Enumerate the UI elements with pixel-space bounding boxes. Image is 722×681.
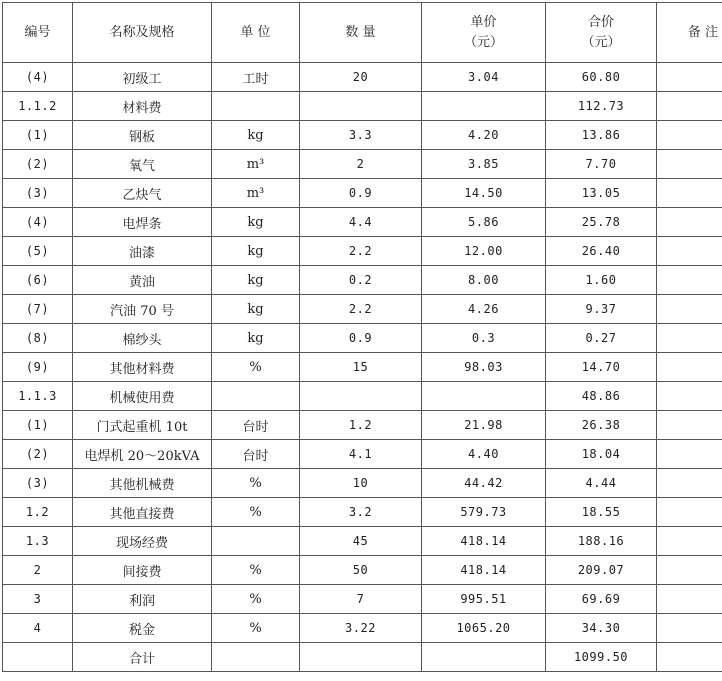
cell-quantity: 3.2 [300,498,422,527]
cell-total-price: 13.86 [546,121,657,150]
cell-unit-price: 44.42 [422,469,546,498]
cell-total-price: 69.69 [546,585,657,614]
cell-remarks [657,121,722,150]
cell-number: 1.3 [3,527,73,556]
cell-remarks [657,237,722,266]
cell-remarks [657,150,722,179]
table-body [3,63,722,672]
cell-total-price: 7.70 [546,150,657,179]
cell-unit-price: 12.00 [422,237,546,266]
cell-name-spec: 乙炔气 [73,179,212,208]
cell-quantity: 7 [300,585,422,614]
cell-total-price: 26.40 [546,237,657,266]
cell-total-price: 4.44 [546,469,657,498]
cell-total-price: 1099.50 [546,643,657,672]
table-row [3,353,722,382]
header-number: 编号 [3,3,73,63]
table-row [3,440,722,469]
cell-unit: % [212,498,300,527]
header-total-price-currency: （元） [581,34,621,50]
cell-unit: kg [212,121,300,150]
cell-number: 3 [3,585,73,614]
cell-number: 2 [3,556,73,585]
cell-unit: m³ [212,179,300,208]
cell-quantity: 3.3 [300,121,422,150]
cell-unit: kg [212,237,300,266]
cell-unit: kg [212,208,300,237]
cell-remarks [657,208,722,237]
cell-unit-price [422,382,546,411]
table-row [3,121,722,150]
cell-total-price: 112.73 [546,92,657,121]
cell-name-spec: 利润 [73,585,212,614]
cell-quantity: 1.2 [300,411,422,440]
cell-number: (1) [3,411,73,440]
cell-number: 1.1.3 [3,382,73,411]
cell-number: (4) [3,208,73,237]
header-unit-price-label: 单价 [470,14,497,30]
cell-unit: % [212,469,300,498]
cell-total-price: 26.38 [546,411,657,440]
cell-total-price: 0.27 [546,324,657,353]
cell-quantity: 4.4 [300,208,422,237]
cell-remarks [657,498,722,527]
cell-number: (1) [3,121,73,150]
header-total-price-label: 合价 [587,14,614,30]
cell-remarks [657,469,722,498]
cell-total-price: 14.70 [546,353,657,382]
cell-unit-price: 0.3 [422,324,546,353]
cell-name-spec: 氧气 [73,150,212,179]
cell-unit [212,643,300,672]
table-row [3,614,722,643]
table-row [3,295,722,324]
cell-unit: 台时 [212,440,300,469]
cell-name-spec: 材料费 [73,92,212,121]
header-unit: 单 位 [212,3,300,63]
table-row [3,643,722,672]
cell-remarks [657,643,722,672]
cell-quantity [300,643,422,672]
cell-number: (6) [3,266,73,295]
cell-unit: % [212,585,300,614]
cell-quantity [300,382,422,411]
cell-unit: % [212,556,300,585]
cell-quantity: 20 [300,63,422,92]
table-row [3,266,722,295]
cell-quantity: 0.9 [300,179,422,208]
cell-remarks [657,266,722,295]
table-row [3,324,722,353]
cost-table [2,2,722,672]
cell-name-spec: 合计 [73,643,212,672]
cell-unit: 工时 [212,63,300,92]
cell-total-price: 188.16 [546,527,657,556]
cell-total-price: 9.37 [546,295,657,324]
cell-number: 1.1.2 [3,92,73,121]
header-unit-price [422,3,546,63]
cell-quantity: 2.2 [300,295,422,324]
cell-unit: 台时 [212,411,300,440]
cell-name-spec: 其他机械费 [73,469,212,498]
cell-remarks [657,382,722,411]
cell-number: (9) [3,353,73,382]
cell-unit-price: 98.03 [422,353,546,382]
cell-name-spec: 其他直接费 [73,498,212,527]
cell-unit: kg [212,266,300,295]
cell-name-spec: 棉纱头 [73,324,212,353]
cell-remarks [657,556,722,585]
cell-number: (4) [3,63,73,92]
cell-number: 1.2 [3,498,73,527]
header-name-spec: 名称及规格 [73,3,212,63]
cell-name-spec: 间接费 [73,556,212,585]
table-row [3,411,722,440]
cell-unit [212,92,300,121]
cell-unit-price: 21.98 [422,411,546,440]
header-quantity: 数 量 [300,3,422,63]
cell-number: (3) [3,179,73,208]
cell-unit-price: 418.14 [422,527,546,556]
table-row [3,92,722,121]
header-remarks: 备 注 [657,3,722,63]
cell-name-spec: 初级工 [73,63,212,92]
table-row [3,527,722,556]
table-row [3,382,722,411]
cell-number: (3) [3,469,73,498]
cell-quantity [300,92,422,121]
table-row [3,208,722,237]
cell-unit-price [422,92,546,121]
cell-quantity: 4.1 [300,440,422,469]
cell-unit-price: 4.20 [422,121,546,150]
cell-unit [212,527,300,556]
table-row [3,498,722,527]
cell-total-price: 18.04 [546,440,657,469]
cell-unit-price: 14.50 [422,179,546,208]
cell-unit-price: 4.26 [422,295,546,324]
cell-total-price: 209.07 [546,556,657,585]
cell-name-spec: 机械使用费 [73,382,212,411]
cell-unit-price: 418.14 [422,556,546,585]
header-row [3,3,722,63]
cell-name-spec: 油漆 [73,237,212,266]
cell-unit-price: 3.85 [422,150,546,179]
cell-number: (8) [3,324,73,353]
cell-remarks [657,614,722,643]
cell-unit-price: 3.04 [422,63,546,92]
cell-remarks [657,179,722,208]
cell-number [3,643,73,672]
table-row [3,237,722,266]
cell-remarks [657,585,722,614]
table-row [3,469,722,498]
cell-quantity: 45 [300,527,422,556]
cell-total-price: 25.78 [546,208,657,237]
cell-name-spec: 钢板 [73,121,212,150]
cell-total-price: 48.86 [546,382,657,411]
table-row [3,63,722,92]
cell-remarks [657,527,722,556]
cell-total-price: 13.05 [546,179,657,208]
header-total-price [546,3,657,63]
cell-unit-price: 995.51 [422,585,546,614]
table-row [3,179,722,208]
table-row [3,585,722,614]
cell-quantity: 0.2 [300,266,422,295]
cell-unit-price [422,643,546,672]
cell-name-spec: 黄油 [73,266,212,295]
table-row [3,556,722,585]
cell-name-spec: 税金 [73,614,212,643]
cell-number: (2) [3,150,73,179]
cell-quantity: 15 [300,353,422,382]
cell-unit-price: 579.73 [422,498,546,527]
cell-number: (7) [3,295,73,324]
cell-unit-price: 5.86 [422,208,546,237]
cell-name-spec: 现场经费 [73,527,212,556]
cell-unit: m³ [212,150,300,179]
cell-remarks [657,92,722,121]
cell-unit: % [212,614,300,643]
table-row [3,150,722,179]
cell-number: (5) [3,237,73,266]
cell-unit: kg [212,295,300,324]
cell-name-spec: 其他材料费 [73,353,212,382]
cell-remarks [657,63,722,92]
cell-name-spec: 电焊机 20～20kVA [73,440,212,469]
cell-total-price: 60.80 [546,63,657,92]
cell-number: (2) [3,440,73,469]
cell-remarks [657,324,722,353]
cell-name-spec: 汽油 70 号 [73,295,212,324]
cell-unit-price: 1065.20 [422,614,546,643]
cell-number: 4 [3,614,73,643]
cell-quantity: 0.9 [300,324,422,353]
cell-quantity: 3.22 [300,614,422,643]
cell-quantity: 50 [300,556,422,585]
cell-total-price: 1.60 [546,266,657,295]
cell-remarks [657,411,722,440]
cell-name-spec: 门式起重机 10t [73,411,212,440]
header-unit-price-currency: （元） [463,34,503,50]
cell-unit-price: 4.40 [422,440,546,469]
cell-quantity: 10 [300,469,422,498]
cell-unit: % [212,353,300,382]
cell-quantity: 2.2 [300,237,422,266]
cell-unit: kg [212,324,300,353]
cell-unit-price: 8.00 [422,266,546,295]
cell-total-price: 34.30 [546,614,657,643]
cell-name-spec: 电焊条 [73,208,212,237]
cell-quantity: 2 [300,150,422,179]
cell-remarks [657,295,722,324]
cell-remarks [657,353,722,382]
cell-remarks [657,440,722,469]
cell-unit [212,382,300,411]
cell-total-price: 18.55 [546,498,657,527]
